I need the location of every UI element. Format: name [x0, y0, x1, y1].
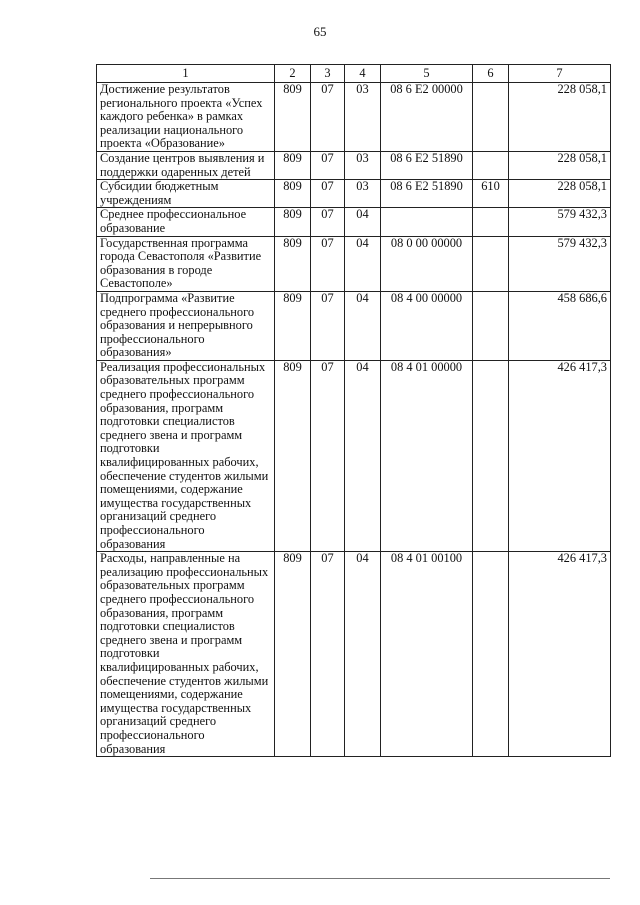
row-subsection: 04	[345, 291, 381, 360]
row-amount: 228 058,1	[509, 180, 611, 208]
header-col-6: 6	[473, 65, 509, 83]
row-ministry-code: 809	[275, 360, 311, 551]
row-subsection: 03	[345, 83, 381, 152]
row-target-article: 08 0 00 00000	[381, 236, 473, 291]
row-ministry-code: 809	[275, 552, 311, 757]
table-row	[97, 552, 611, 757]
row-expense-type	[473, 83, 509, 152]
row-ministry-code: 809	[275, 151, 311, 179]
row-expense-type	[473, 360, 509, 551]
row-target-article	[381, 208, 473, 236]
row-name: Расходы, направленные на реализацию профессиональных образовательных программ среднего профессионального образования, программ подготовки специалистов среднего звена и программ подготовки квалифицированных рабочих, обеспечение студентов жилыми помещениями, содержание имущества государственных организаций среднего профессионального образования	[97, 552, 275, 757]
row-amount: 228 058,1	[509, 83, 611, 152]
row-ministry-code: 809	[275, 291, 311, 360]
header-col-5: 5	[381, 65, 473, 83]
row-subsection: 04	[345, 208, 381, 236]
row-subsection: 04	[345, 552, 381, 757]
row-expense-type	[473, 236, 509, 291]
row-target-article: 08 4 01 00000	[381, 360, 473, 551]
row-expense-type	[473, 291, 509, 360]
row-amount: 458 686,6	[509, 291, 611, 360]
row-amount: 579 432,3	[509, 208, 611, 236]
row-ministry-code: 809	[275, 236, 311, 291]
budget-table	[96, 64, 611, 757]
row-expense-type: 610	[473, 180, 509, 208]
table-row	[97, 208, 611, 236]
table-row	[97, 151, 611, 179]
row-expense-type	[473, 151, 509, 179]
row-target-article: 08 6 E2 51890	[381, 180, 473, 208]
table-row	[97, 291, 611, 360]
row-ministry-code: 809	[275, 180, 311, 208]
row-subsection: 04	[345, 360, 381, 551]
table-row	[97, 83, 611, 152]
row-name: Реализация профессиональных образовательных программ среднего профессионального образования, программ подготовки специалистов среднего звена и программ подготовки квалифицированных рабочих, обеспечение студентов жилыми помещениями, содержание имущества государственных организаций среднего профессионального образования	[97, 360, 275, 551]
row-target-article: 08 6 E2 51890	[381, 151, 473, 179]
row-expense-type	[473, 552, 509, 757]
table-header-row	[97, 65, 611, 83]
page-number: 65	[313, 24, 327, 39]
table-row	[97, 360, 611, 551]
row-subsection: 04	[345, 236, 381, 291]
row-section: 07	[311, 83, 345, 152]
row-amount: 579 432,3	[509, 236, 611, 291]
header-col-4: 4	[345, 65, 381, 83]
row-section: 07	[311, 208, 345, 236]
row-target-article: 08 4 01 00100	[381, 552, 473, 757]
row-amount: 228 058,1	[509, 151, 611, 179]
row-section: 07	[311, 236, 345, 291]
row-expense-type	[473, 208, 509, 236]
row-subsection: 03	[345, 180, 381, 208]
row-amount: 426 417,3	[509, 552, 611, 757]
row-section: 07	[311, 180, 345, 208]
header-col-2: 2	[275, 65, 311, 83]
row-section: 07	[311, 360, 345, 551]
header-col-7: 7	[509, 65, 611, 83]
row-amount: 426 417,3	[509, 360, 611, 551]
row-name: Достижение результатов регионального проекта «Успех каждого ребенка» в рамках реализации национального проекта «Образование»	[97, 83, 275, 152]
table-row	[97, 236, 611, 291]
row-target-article: 08 4 00 00000	[381, 291, 473, 360]
header-col-3: 3	[311, 65, 345, 83]
header-col-1: 1	[97, 65, 275, 83]
row-subsection: 03	[345, 151, 381, 179]
row-name: Государственная программа города Севастополя «Развитие образования в городе Севастополе»	[97, 236, 275, 291]
row-name: Подпрограмма «Развитие среднего профессионального образования и непрерывного профессионального образования»	[97, 291, 275, 360]
row-section: 07	[311, 151, 345, 179]
row-name: Создание центров выявления и поддержки одаренных детей	[97, 151, 275, 179]
page-bottom-rule	[150, 878, 610, 879]
row-section: 07	[311, 552, 345, 757]
row-name: Субсидии бюджетным учреждениям	[97, 180, 275, 208]
row-target-article: 08 6 E2 00000	[381, 83, 473, 152]
table-row	[97, 180, 611, 208]
row-section: 07	[311, 291, 345, 360]
row-ministry-code: 809	[275, 208, 311, 236]
row-ministry-code: 809	[275, 83, 311, 152]
row-name: Среднее профессиональное образование	[97, 208, 275, 236]
